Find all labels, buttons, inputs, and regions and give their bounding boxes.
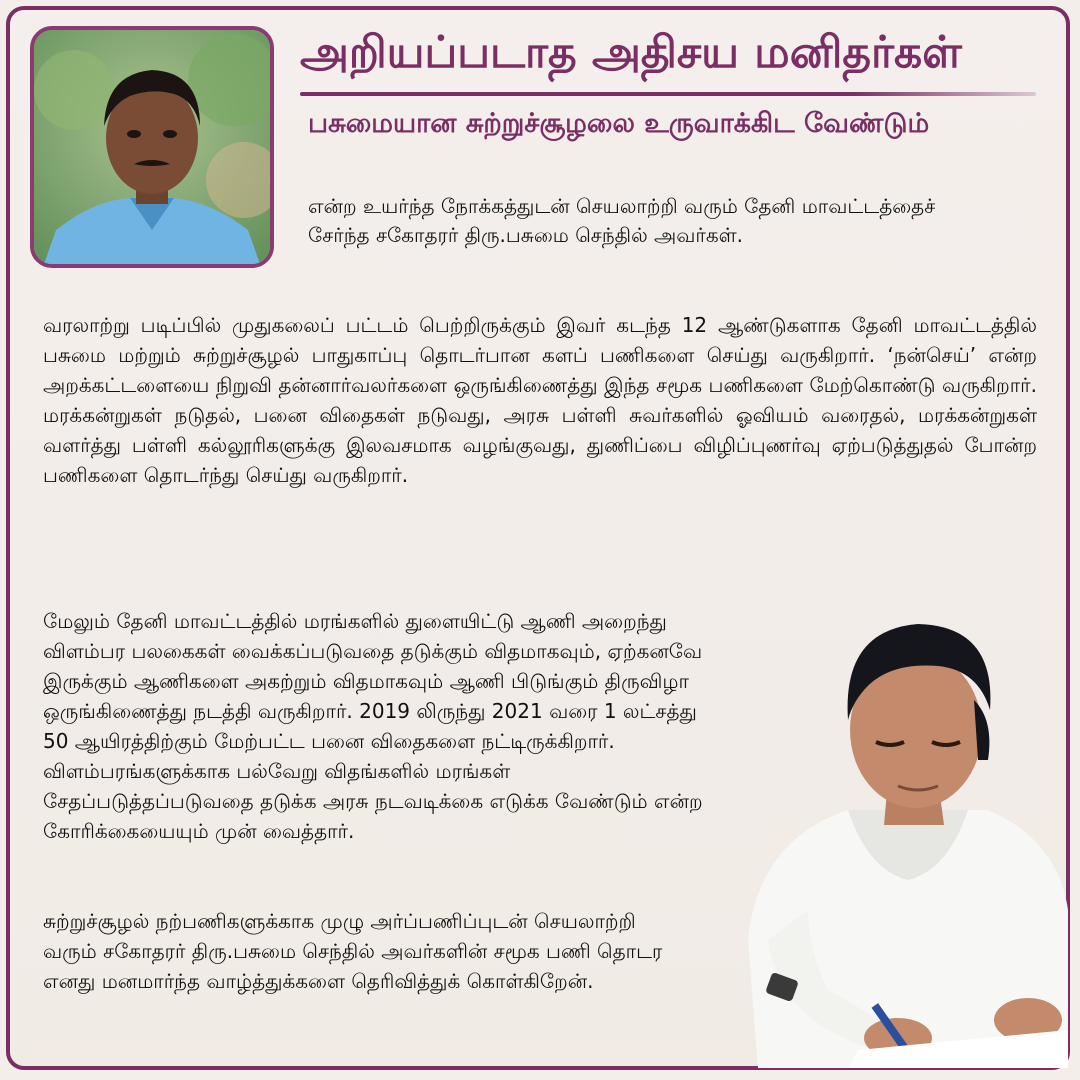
intro-text: என்ற உயர்ந்த நோக்கத்துடன் செயலாற்றி வரும் தேனி மாவட்டத்தைச் சேர்ந்த சகோதரர் திரு.பசுமை செந்தில் அவர்கள். [308, 194, 936, 247]
body-paragraph-3: சுற்றுச்சூழல் நற்பணிகளுக்காக முழு அர்ப்பணிப்புடன் செயலாற்றி வரும் சகோதரர் திரு.பசுமை செந்தில் அவர்களின் சமூக பணி தொடர எனது மனமார்ந்த வாழ்த்துக்களை தெரிவித்துக் கொள்கிறேன். [43, 909, 663, 993]
body-paragraph-1: வரலாற்று படிப்பில் முதுகலைப் பட்டம் பெற்றிருக்கும் இவர் கடந்த 12 ஆண்டுகளாக தேனி மாவட்டத்தில் பசுமை மற்றும் சுற்றுச்சூழல் பாதுகாப்பு தொடர்பான களப் பணிகளை செய்து வருகிறார். ‘நன்செய்’ என்ற அறக்கட்டளையை நிறுவி தன்னார்வலர்களை ஒருங்கிணைத்து இந்த சமூக பணிகளை மேற்கொண்டு வருகிறார். மரக்கன்றுகள் நடுதல், பனை விதைகள் நடுவது, அரசு பள்ளி சுவர்களில் ஓவியம் வரைதல், மரக்கன்றுகள் வளர்த்து பள்ளி கல்லூரிகளுக்கு இலவசமாக வழங்குவது, துணிப்பை விழிப்புணர்வு ஏற்படுத்துதல் போன்ற பணிகளை தொடர்ந்து செய்து வருகிறார். [43, 313, 1037, 487]
portrait-illustration [34, 30, 270, 264]
portrait-photo [30, 26, 274, 268]
title-underline [300, 92, 1036, 96]
writing-person-photo [738, 610, 1068, 1068]
page-title: அறியப்படாத அதிசய மனிதர்கள் [300, 27, 962, 78]
writing-person-illustration [738, 610, 1068, 1068]
subtitle: பசுமையான சுற்றுச்சூழலை உருவாக்கிட வேண்டும் [308, 108, 930, 139]
body-paragraph-2: மேலும் தேனி மாவட்டத்தில் மரங்களில் துளையிட்டு ஆணி அறைந்து விளம்பர பலகைகள் வைக்கப்படுவதை தடுக்கும் விதமாகவும், ஏற்கனவே இருக்கும் ஆணிகளை அகற்றும் விதமாகவும் ஆணி பிடுங்கும் திருவிழா ஒருங்கிணைத்து நடத்தி வருகிறார். 2019 லிருந்து 2021 வரை 1 லட்சத்து 50 ஆயிரத்திற்கும் மேற்பட்ட பனை விதைகளை நட்டிருக்கிறார். விளம்பரங்களுக்காக பல்வேறு விதங்களில் மரங்கள் சேதப்படுத்தப்படுவதை தடுக்க அரசு நடவடிக்கை எடுக்க வேண்டும் என்ற கோரிக்கையையும் முன் வைத்தார். [43, 609, 703, 843]
